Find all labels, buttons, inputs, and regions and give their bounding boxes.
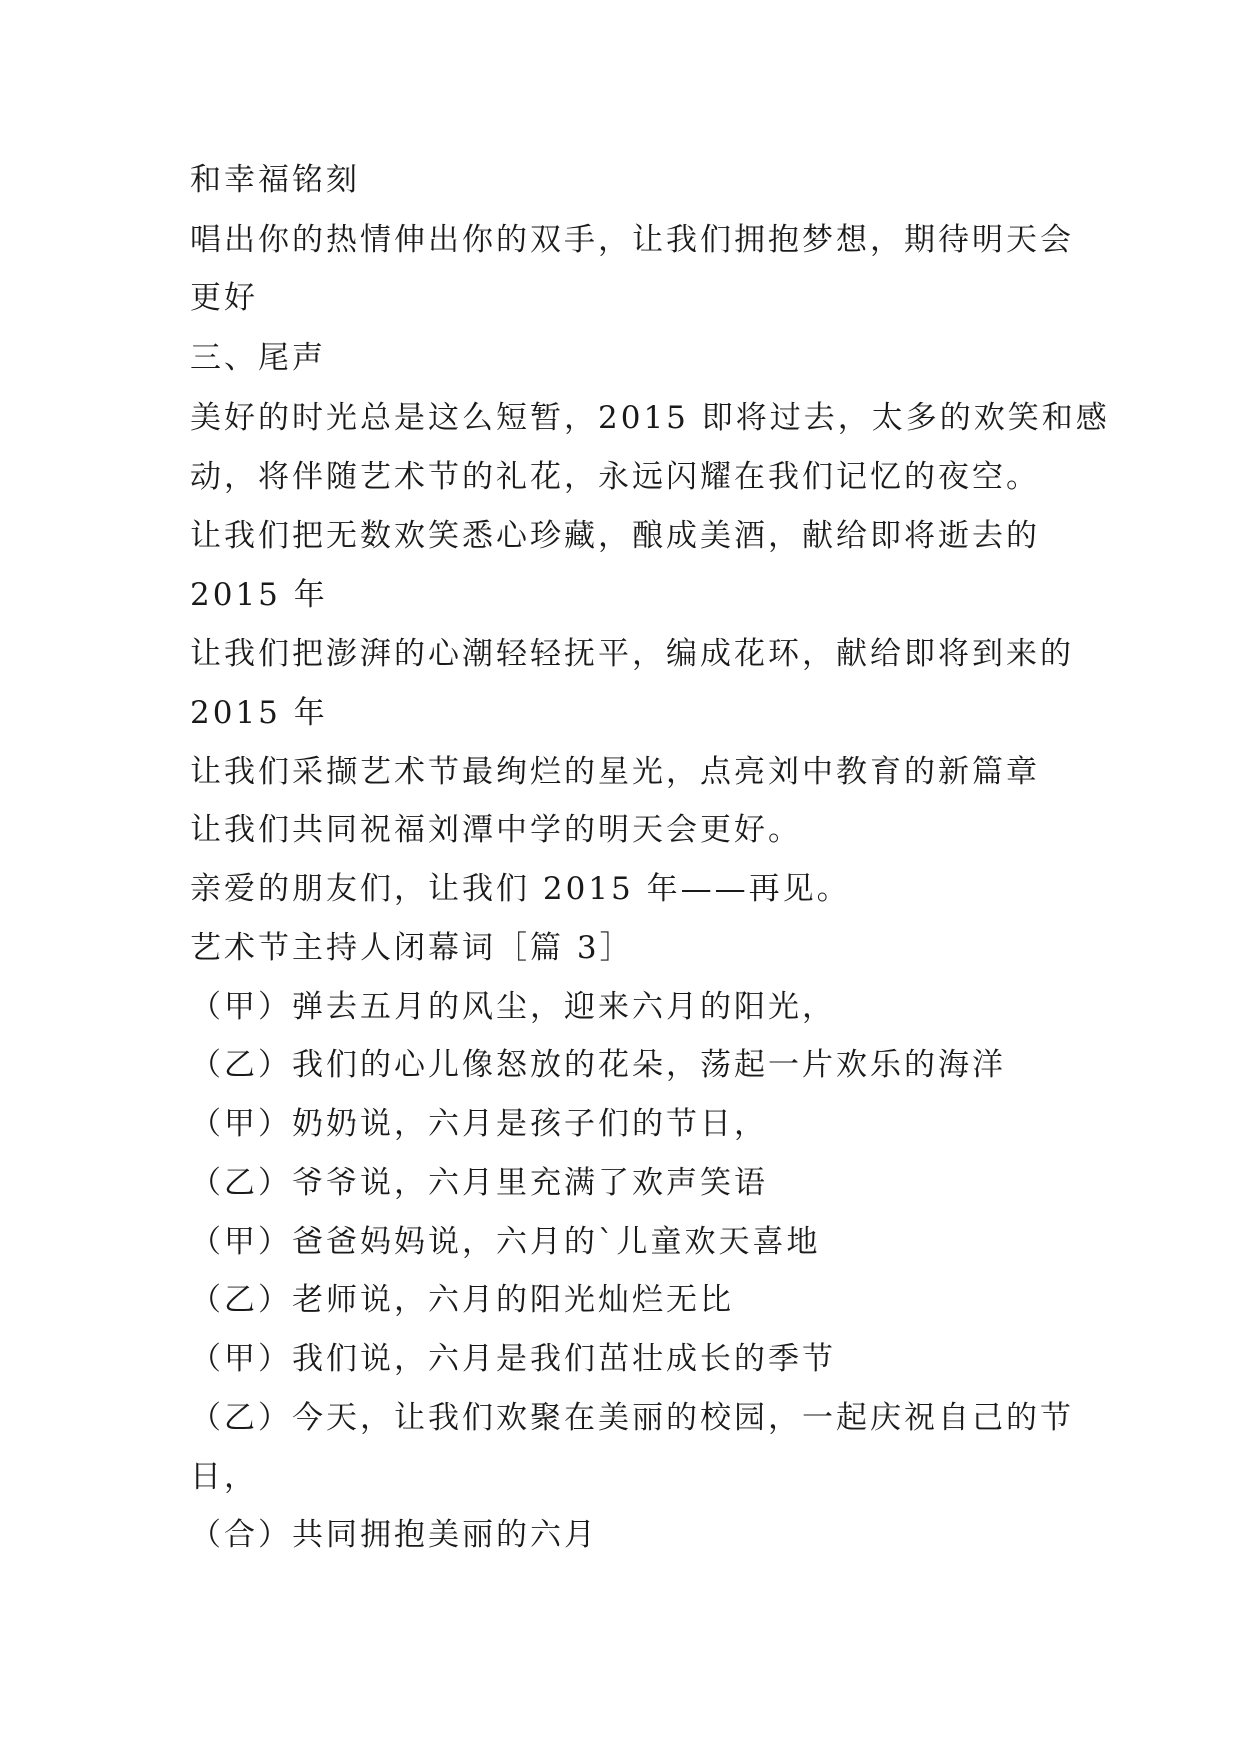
section-heading: 三、尾声 (190, 340, 326, 376)
text-line: 2015 年 (190, 695, 328, 731)
dialogue-line: （甲）我们说，六月是我们茁壮成长的季节 (190, 1341, 836, 1377)
section-heading: 艺术节主持人闭幕词［篇 3］ (190, 930, 634, 966)
text-line: 美好的时光总是这么短暂，2015 即将过去，太多的欢笑和感 (190, 400, 1110, 436)
dialogue-line: （合）共同拥抱美丽的六月 (190, 1517, 598, 1553)
dialogue-line: （乙）我们的心儿像怒放的花朵，荡起一片欢乐的海洋 (190, 1047, 1006, 1083)
dialogue-line: （乙）老师说，六月的阳光灿烂无比 (190, 1282, 734, 1318)
dialogue-line: （甲）弹去五月的风尘，迎来六月的阳光， (190, 989, 836, 1025)
text-line: 和幸福铭刻 (190, 162, 360, 198)
dialogue-line: （乙）爷爷说，六月里充满了欢声笑语 (190, 1165, 768, 1201)
text-line: 唱出你的热情伸出你的双手，让我们拥抱梦想，期待明天会 (190, 222, 1074, 258)
dialogue-line: （乙）今天，让我们欢聚在美丽的校园，一起庆祝自己的节 (190, 1400, 1074, 1436)
text-line: 让我们把无数欢笑悉心珍藏，酿成美酒，献给即将逝去的 (190, 518, 1040, 554)
text-line: 让我们共同祝福刘潭中学的明天会更好。 (190, 812, 802, 848)
text-line: 更好 (190, 280, 258, 316)
dialogue-line: （甲）爸爸妈妈说，六月的`儿童欢天喜地 (190, 1224, 821, 1260)
text-line: 让我们采撷艺术节最绚烂的星光，点亮刘中教育的新篇章 (190, 754, 1040, 790)
text-line: 2015 年 (190, 577, 328, 613)
text-line: 亲爱的朋友们，让我们 2015 年——再见。 (190, 871, 851, 907)
text-line: 让我们把澎湃的心潮轻轻抚平，编成花环，献给即将到来的 (190, 636, 1074, 672)
dialogue-line: （甲）奶奶说，六月是孩子们的节日， (190, 1106, 768, 1142)
dialogue-line: 日， (190, 1459, 258, 1495)
text-line: 动，将伴随艺术节的礼花，永远闪耀在我们记忆的夜空。 (190, 459, 1040, 495)
